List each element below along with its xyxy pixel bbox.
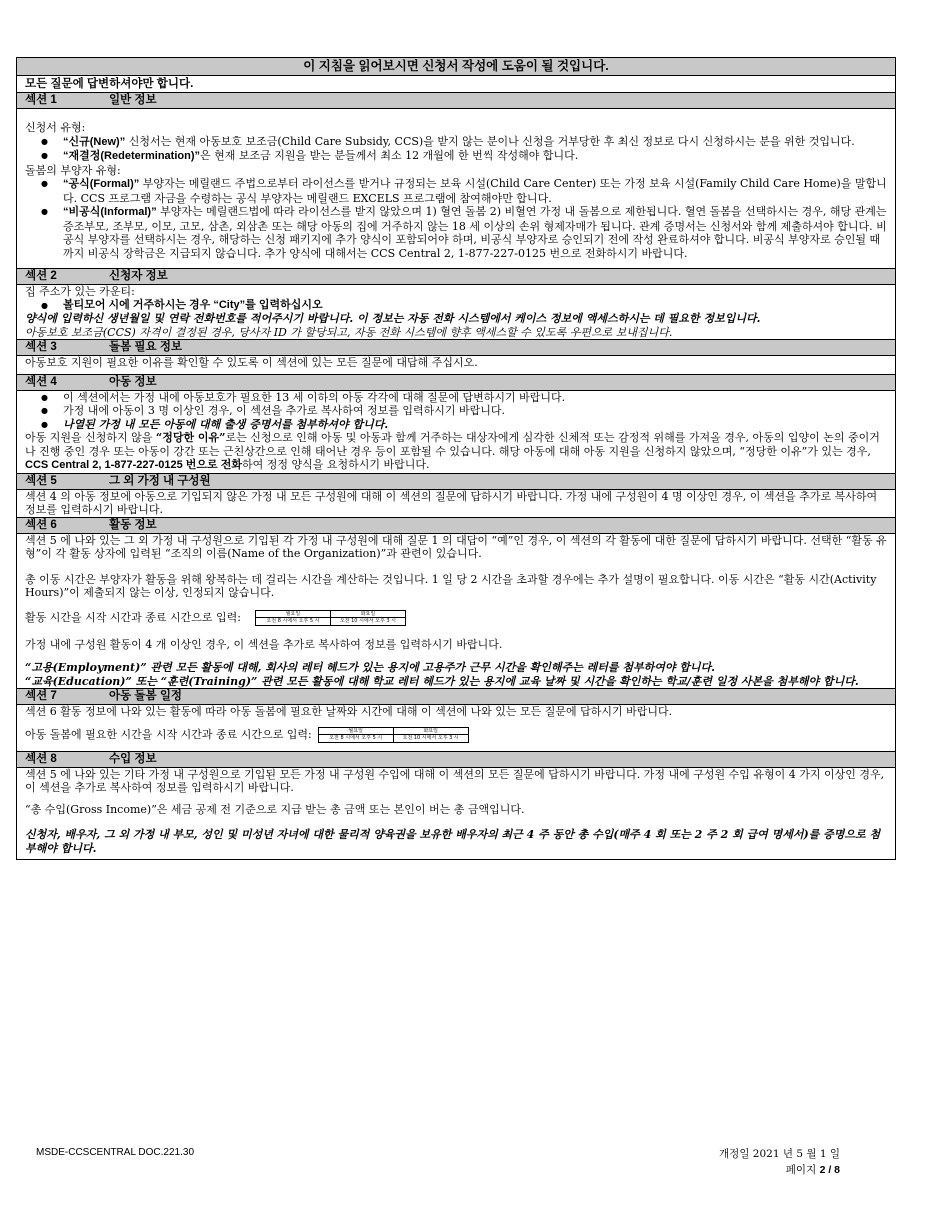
- employment-note: “고용(Employment)” 관련 모든 활동에 대해, 회사의 레터 헤드가 있는 용지에 고용주가 근무 시간을 확인해주는 레터를 첨부하여야 합니다.: [25, 661, 716, 674]
- list-item: ● “공식(Formal)” 부양자는 메릴랜드 주법으로부터 라이선스를 받거나 규정되는 보육 시설(Child Care Center) 또는 가정 보육 시설(Family Child Care Home)을 말합니다. CCS 프로그램 자금을 수령하는 공식 부양자는 메릴랜드 EXCELS 프로그램에 참여해야만 합니다.: [63, 177, 887, 205]
- table-header-cell: 월요일: [319, 728, 394, 735]
- section-3-header: [17, 339, 895, 356]
- section-number: 섹션 1: [25, 94, 57, 106]
- page-title: 이 지침을 읽어보시면 신청서 작성에 도움이 될 것입니다.: [17, 58, 895, 76]
- section-2-header: [17, 268, 895, 285]
- list-item: ● “신규(New)” 신청서는 현재 아동보호 보조금(Child Care Subsidy, CCS)을 받지 않는 분이나 신청을 거부당한 후 최신 정보로 다시 신청하시는 분을 위한 것입니다.: [63, 135, 887, 150]
- table-cell: 오전 8 시에서 오후 5 시: [256, 618, 331, 625]
- section-name: 돌봄 필요 정보: [109, 341, 183, 353]
- paragraph: 총 이동 시간은 부양자가 활동을 위해 왕복하는 데 걸리는 시간을 계산하는 것입니다. 1 일 당 2 시간을 초과할 경우에는 추가 설명이 필요합니다. 이동 시간은 “활동 시간(Activity Hours)”이 제출되지 않는 이상, 인정되지 않습니다.: [25, 572, 877, 599]
- table-cell: 오전 8 시에서 오후 5 시: [319, 735, 394, 742]
- section-number: 섹션 4: [25, 375, 57, 388]
- section-8-body: [17, 768, 895, 860]
- revision-date: 개정일 2021 년 5 월 1 일: [719, 1148, 840, 1160]
- care-hours-label: 아동 돌봄에 필요한 시간을 시작 시간과 종료 시간으로 입력:: [25, 727, 312, 741]
- must-answer-notice: 모든 질문에 답변하셔야만 합니다.: [17, 76, 895, 93]
- document-id: MSDE-CCSCENTRAL DOC.221.30: [36, 1147, 195, 1158]
- paragraph: 섹션 4 의 아동 정보에 아동으로 기입되지 않은 가정 내 모든 구성원에 대해 이 섹션의 질문에 답하시기 바랍니다. 가정 내에 구성원이 4 명 이상인 경우, 이 섹션을 추가로 복사하여 정보를 입력하시기 바랍니다.: [25, 489, 878, 516]
- section-6-body: [17, 534, 895, 689]
- paragraph: 섹션 5 에 나와 있는 기타 가정 내 구성원으로 기입된 모든 가정 내 구성원 수입에 대해 이 섹션의 모든 질문에 답하시기 바랍니다. 가정 내에 구성원 수입 유형이 4 가지 이상인 경우, 이 섹션을 추가로 복사하여 정보를 입력하시기 바랍니다.: [25, 767, 885, 794]
- paragraph: 아동보호 지원이 필요한 이유를 확인할 수 있도록 이 섹션에 있는 모든 질문에 대답해 주십시오.: [25, 356, 478, 369]
- list-item: ● 볼티모어 시에 거주하시는 경우 “City”를 입력하십시오: [63, 299, 887, 313]
- table-cell: 오전 10 시에서 오후 3 시: [402, 735, 459, 741]
- provider-type-label: 돌봄의 부양자 유형:: [25, 163, 121, 177]
- section-1-body: [17, 109, 895, 268]
- example-hours-table: [318, 727, 469, 743]
- education-note: “교육(Education)” 또는 “훈련(Training)” 관련 모든 활동에 대해 학교 레터 헤드가 있는 용지에 교육 날짜 및 시간을 확인하는 학교/훈련 일정 사본을 첨부해야 합니다.: [25, 674, 859, 688]
- section-name: 일반 정보: [109, 94, 157, 106]
- income-proof-note: 신청자, 배우자, 그 외 가정 내 부모, 성인 및 미성년 자녀에 대한 물리적 양육권을 보유한 배우자의 최근 4 주 동안 총 수입(매주 4 회 또는 2 주 2 회 급여 명세서)를 증명으로 첨부해야 합니다.: [25, 828, 881, 855]
- application-type-label: 신청서 유형:: [25, 121, 86, 134]
- mail-note: 아동보호 보조금(CCS) 자격이 결정된 경우, 당사자 ID 가 할당되고, 자동 전화 시스템에 향후 액세스할 수 있도록 우편으로 보내집니다.: [25, 325, 673, 339]
- section-name: 활동 정보: [109, 518, 157, 531]
- section-8-header: [17, 751, 895, 768]
- list-item: ● “비공식(Informal)” 부양자는 메릴랜드법에 따라 라이선스를 받지 않았으며 1) 혈연 돌봄 2) 비혈연 가정 내 돌봄으로 제한됩니다. 혈연 돌봄을 선택하시는 경우, 해당 관계는 증조부모, 조부모, 이모, 고모, 삼촌, 외삼촌 또는 해당 아동의 집에 거주하지 않는 18 세 이상의 손위 형제자매가 됩니다. 관계 증명서는 신청서와 함께 제출하셔야 합니다. 비공식 부양자를 선택하시는 경우, 해당하는 신청 패키지에 추가 양식이 포함되어야 하며, 비공식 부양자로 승인되기 전에 작성 완료하셔야 합니다. 비공식 부양자로 승인될 때까지 비공식 장학금은 지급되지 않습니다. 추가 양식에 대해서는 CCS Central 2, 1-877-227-0125 번으로 전화하시기 바랍니다.: [63, 205, 887, 260]
- county-label: 집 주소가 있는 카운티:: [25, 285, 135, 298]
- table-header-cell: 화요일: [360, 610, 376, 617]
- list-item: ● 나열된 가정 내 모든 아동에 대해 출생 증명서를 첨부하셔야 합니다.: [63, 418, 887, 432]
- list-item: ● 가정 내에 아동이 3 명 이상인 경우, 이 섹션을 추가로 복사하여 정보를 입력하시기 바랍니다.: [63, 404, 887, 418]
- section-name: 그 외 가정 내 구성원: [109, 474, 211, 487]
- example-hours-table: [255, 610, 406, 626]
- activity-hours-row: [25, 610, 887, 626]
- section-name: 신청자 정보: [109, 270, 168, 282]
- good-cause-paragraph: 아동 지원을 신청하지 않을 “정당한 이유”로는 신청으로 인해 아동 및 아동과 함께 거주하는 대상자에게 심각한 신체적 또는 감정적 위해를 가져올 경우, 아동의 입양이 논의 중이거나 진행 중인 경우 또는 아동이 강간 또는 근친상간으로 인해 태어난 경우 등이 포함될 수 있습니다. 해당 아동에 대해 아동 지원을 신청하지 않았으며, “정당한 이유”가 있는 경우, CCS Central 2, 1-877-227-0125 번으로 전화하여 정정 양식을 요청하시기 바랍니다.: [25, 431, 880, 471]
- table-header-cell: 화요일: [423, 727, 438, 734]
- section-7-body: [17, 705, 895, 751]
- section-4-body: [17, 391, 895, 473]
- page-number: 페이지 2 / 8: [785, 1164, 840, 1176]
- footer-revision: [690, 1146, 840, 1178]
- table-header-cell: 월요일: [256, 611, 331, 618]
- section-5-header: [17, 473, 895, 490]
- section-2-body: [17, 285, 895, 339]
- section-number: 섹션 5: [25, 474, 57, 487]
- section-1-header: [17, 93, 895, 109]
- list-item: ● “재결정(Redetermination)”은 현재 보조금 지원을 받는 분들께서 최소 12 개월에 한 번씩 작성해야 합니다.: [63, 149, 887, 164]
- section-name: 수입 정보: [109, 752, 157, 765]
- section-6-header: [17, 517, 895, 534]
- paragraph: 섹션 6 활동 정보에 나와 있는 활동에 따라 아동 돌봄에 필요한 날짜와 시간에 대해 이 섹션에 나와 있는 모든 질문에 답하시기 바랍니다.: [25, 705, 673, 718]
- table-cell: 오전 10 시에서 오후 3 시: [339, 618, 397, 624]
- section-7-header: [17, 688, 895, 705]
- instruction-frame: [16, 57, 896, 860]
- section-5-body: [17, 490, 895, 517]
- activity-hours-label: 활동 시간을 시작 시간과 종료 시간으로 입력:: [25, 610, 241, 624]
- care-hours-row: [25, 727, 887, 743]
- section-number: 섹션 3: [25, 341, 57, 353]
- section-number: 섹션 7: [25, 690, 57, 702]
- paragraph: 섹션 5 에 나와 있는 그 외 가정 내 구성원으로 기입된 각 가정 내 구성원에 대해 질문 1 의 대답이 “예”인 경우, 이 섹션의 각 활동에 대한 질문에 답하시기 바랍니다. 선택한 “활동 유형”이 각 활동 상자에 입력된 “조직의 이름(Name of the Organization)”과 관련이 있습니다.: [25, 533, 887, 560]
- section-3-body: [17, 356, 895, 374]
- list-item: ● 이 섹션에서는 가정 내에 아동보호가 필요한 13 세 이하의 아동 각각에 대해 질문에 답변하시기 바랍니다.: [63, 391, 887, 405]
- section-number: 섹션 6: [25, 518, 57, 531]
- paragraph: 가정 내에 구성원 활동이 4 개 이상인 경우, 이 섹션을 추가로 복사하여 정보를 입력하시기 바랍니다.: [25, 637, 503, 651]
- section-name: 아동 정보: [109, 375, 157, 388]
- section-number: 섹션 8: [25, 752, 57, 765]
- birth-date-note: 양식에 입력하신 생년월일 및 연락 전화번호를 적어주시기 바랍니다. 이 정보는 자동 전화 시스템에서 케이스 정보에 액세스하시는 데 필요한 정보입니다.: [25, 312, 761, 325]
- paragraph: “총 수입(Gross Income)”은 세금 공제 전 기준으로 지급 받는 총 금액 또는 본인이 버는 총 금액입니다.: [25, 802, 525, 816]
- section-name: 아동 돌봄 일정: [109, 690, 183, 702]
- section-number: 섹션 2: [25, 270, 57, 282]
- section-4-header: [17, 374, 895, 391]
